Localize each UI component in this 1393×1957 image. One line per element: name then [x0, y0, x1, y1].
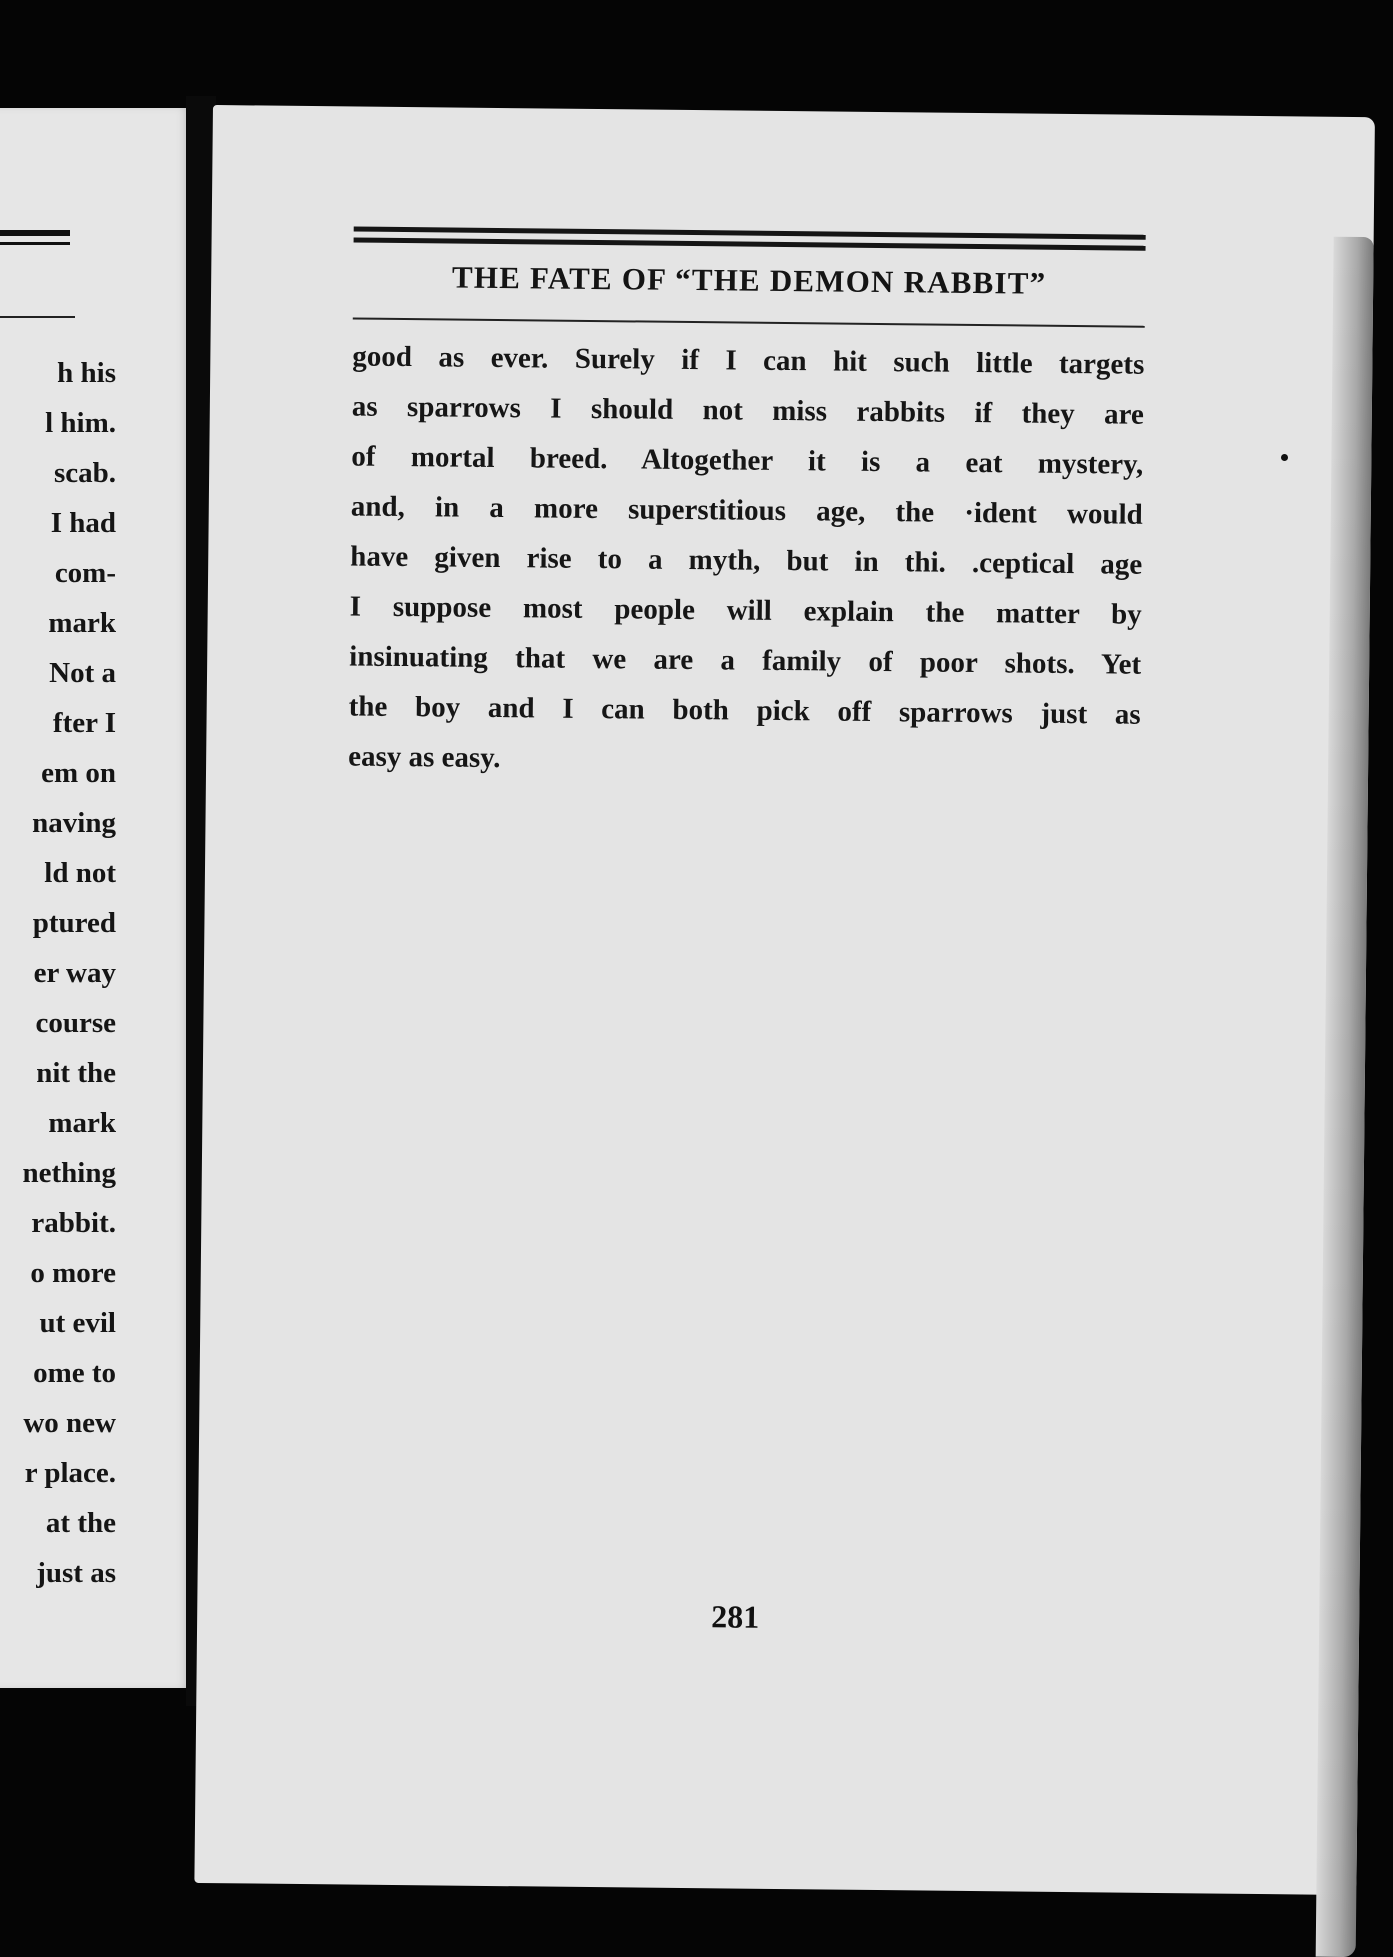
text-line: I suppose most people will explain the matter by: [349, 590, 1142, 631]
text-line: ut evil: [39, 1307, 116, 1339]
ink-speck: [1281, 454, 1288, 461]
left-page: [0, 108, 200, 1688]
text-line: wo new: [23, 1407, 116, 1439]
text-line: em on: [41, 757, 116, 789]
page-edge: [1316, 237, 1374, 1957]
text-line: scab.: [53, 457, 116, 489]
body-text: [348, 331, 1145, 789]
text-line: and, in a more superstitious age, the ·ident would: [350, 490, 1143, 531]
text-line: r place.: [24, 1457, 116, 1489]
left-header-rule: [0, 230, 70, 236]
text-line: just as: [36, 1557, 116, 1589]
header-rule-secondary: [354, 237, 1146, 250]
text-line: nething: [22, 1157, 116, 1189]
text-line: o more: [30, 1257, 116, 1289]
text-line: Not a: [49, 657, 116, 689]
text-line: I had: [50, 507, 116, 539]
text-line: at the: [45, 1507, 116, 1539]
text-line: rabbit.: [31, 1207, 116, 1239]
text-line: the boy and I can both pick off sparrows just as: [348, 690, 1141, 731]
text-line: course: [35, 1007, 116, 1039]
header-underline: [353, 317, 1145, 327]
text-line: l him.: [45, 407, 116, 439]
text-line: insinuating that we are a family of poor shots. Yet: [349, 640, 1142, 681]
text-line: easy as easy.: [348, 740, 501, 775]
text-line: mark: [48, 1107, 116, 1139]
left-page-text: [0, 348, 116, 1598]
text-line: h his: [57, 357, 116, 389]
left-header-underline: [0, 316, 75, 318]
right-page: [194, 105, 1375, 1895]
text-line: naving: [32, 807, 116, 839]
text-line: ptured: [32, 907, 116, 939]
running-head: THE FATE OF “THE DEMON RABBIT”: [451, 259, 1047, 301]
left-header-rule-secondary: [0, 242, 70, 245]
text-line: nit the: [36, 1057, 116, 1089]
text-line: er way: [33, 957, 116, 989]
text-line: as sparrows I should not miss rabbits if they are: [351, 390, 1144, 431]
text-line: com-: [54, 557, 116, 589]
page-number: 281: [711, 1598, 760, 1635]
text-line: ld not: [44, 857, 116, 889]
text-line: good as ever. Surely if I can hit such little targets: [352, 340, 1145, 381]
text-line: mark: [48, 607, 116, 639]
text-line: of mortal breed. Altogether it is a eat mystery,: [351, 440, 1144, 481]
text-line: ome to: [33, 1357, 116, 1389]
text-line: have given rise to a myth, but in thi. .ceptical age: [350, 540, 1143, 581]
text-line: fter I: [52, 707, 116, 739]
